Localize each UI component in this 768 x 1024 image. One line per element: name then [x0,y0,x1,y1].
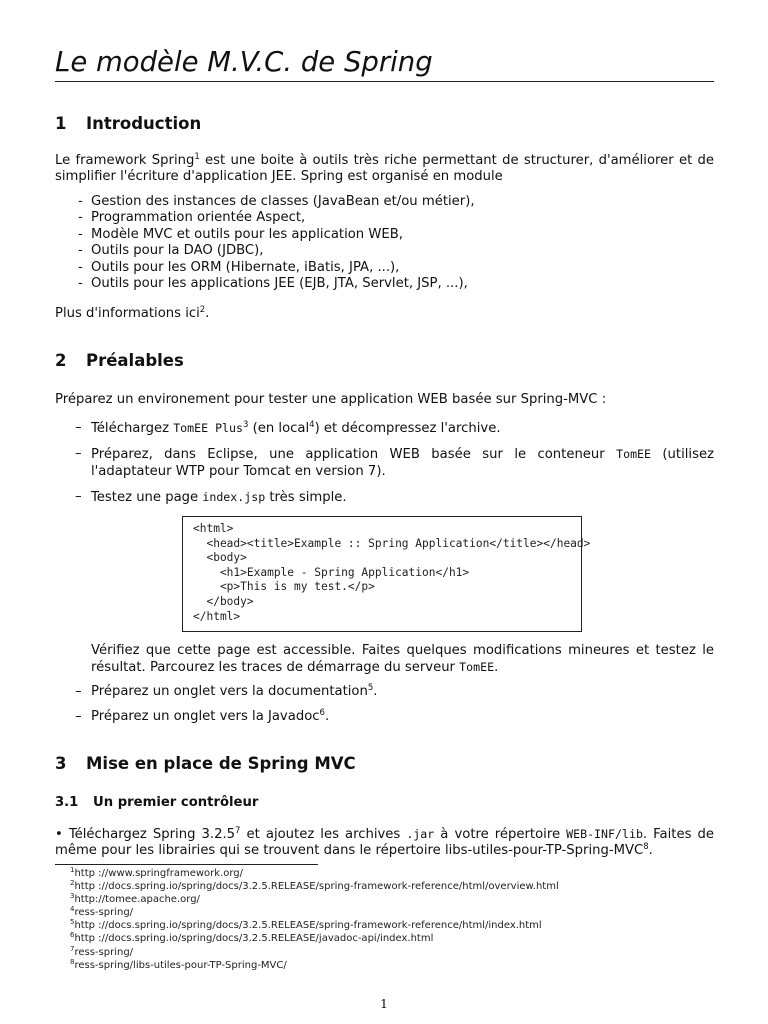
footnote [70,867,559,880]
section-title: Introduction [86,114,202,133]
list-marker: - [78,226,83,242]
spring-download-paragraph [55,826,714,860]
list-marker: – [75,684,82,699]
section-title: Mise en place de Spring MVC [86,754,356,773]
item-text: . [373,684,378,699]
footnote [70,932,559,945]
inline-code: TomEE [459,660,495,675]
list-marker: - [78,243,83,259]
document-title: Le modèle M.V.C. de Spring [55,46,433,78]
footnote-ref: 3 [243,420,249,430]
list-item-documentation [75,684,714,700]
list-marker: - [78,210,83,226]
item-text: Testez une page [91,490,203,506]
prealables-list-top [75,420,714,507]
code-line: <h1>Example - Spring Application</h1> [193,565,470,579]
more-info-end: . [205,306,210,321]
list-item-text: Modèle MVC et outils pour les application WEB, [91,226,403,242]
code-lines [193,522,591,624]
subsection-number: 3.1 [55,795,79,810]
list-marker: - [78,259,83,275]
inline-code: .jar [406,827,435,841]
paragraph-text: . [648,843,653,859]
list-marker: - [78,194,83,209]
section-title: Préalables [86,351,184,370]
footnote-ref: 4 [309,420,315,430]
inline-code: index.jsp [202,490,266,505]
list-item [78,194,475,210]
footnote-link: http://tomee.apache.org/ [74,894,200,906]
footnote-link: http ://docs.spring.io/spring/docs/3.2.5.RELEASE/spring-framework-reference/html/overview.html [74,881,559,893]
list-item-javadoc [75,709,714,725]
list-item-test-page [75,489,714,506]
list-marker: – [75,446,82,462]
section-heading-spring-mvc [55,754,356,774]
inline-code: WEB-INF/lib [566,827,643,841]
footnote [70,906,559,919]
list-item-text: Programmation orientée Aspect, [91,210,306,226]
footnote-number: 2 [70,879,75,888]
footnote-ref: 8 [643,842,649,853]
footnote-number: 3 [70,892,75,901]
list-marker: – [75,709,82,725]
section-number: 3 [55,754,67,773]
footnote-ref: 2 [199,305,206,315]
paragraph-text: Téléchargez Spring 3.2.5 [62,827,236,842]
page-number: 1 [380,996,388,1011]
footnote-ref: 5 [367,683,374,693]
item-text: (utilisez l'adaptateur WTP pour Tomcat en version 7). [91,447,714,479]
footnote [70,919,559,932]
list-marker: – [75,489,82,505]
prealables-intro: Préparez un environement pour tester une application WEB basée sur Spring-MVC : [55,392,607,407]
list-item [78,260,475,276]
footnote-number: 6 [70,931,75,940]
footnote-number: 7 [70,944,75,953]
section-heading-introduction [55,114,201,134]
inline-code: TomEE [616,447,652,462]
code-line: <p>This is my test.</p> [193,580,375,594]
list-item [78,243,475,259]
code-line: </html> [193,609,241,623]
footnote [70,946,559,959]
code-line: </body> [193,594,254,608]
item-text: ) et décompressez l'archive. [314,421,501,436]
list-marker: - [78,276,83,292]
spring-modules-list [78,194,475,292]
footnote-rule [55,864,318,865]
inline-code: TomEE Plus [173,421,243,435]
list-item-download-tomee [75,420,714,437]
item-text: très simple. [265,490,347,506]
list-item-text: Outils pour les ORM (Hibernate, iBatis, JPA, ...), [91,259,400,275]
bullet-marker: • [55,827,63,842]
footnotes [70,867,559,972]
title-rule [55,81,714,82]
list-marker: – [75,420,82,435]
section-number: 2 [55,351,67,370]
footnote-number: 1 [70,866,75,874]
footnote-link: http ://docs.spring.io/spring/docs/3.2.5.RELEASE/javadoc-api/index.html [74,933,434,945]
code-line: <body> [193,551,247,565]
item-text: Téléchargez [91,421,174,436]
footnote-link: ress-spring/ [74,946,134,958]
verify-end: . [494,660,499,676]
list-item [78,276,475,292]
verify-paragraph [91,643,714,677]
paragraph-text: . Faites de même pour les librairies qui se trouvent dans le répertoire libs-utiles-pour-TP-Spring-MVC [55,827,714,859]
footnote [70,959,559,972]
section-heading-prealables [55,351,184,371]
subsection-title: Un premier contrôleur [93,795,259,810]
verify-text: Vérifiez que cette page est accessible. Faites quelques modifications mineures et testez le résultat. Parcourez les traces de démarrage du serveur [91,643,714,676]
list-item [78,227,475,243]
footnote-link: ress-spring/ [74,907,134,919]
more-info-paragraph [55,306,714,322]
prealables-list-bottom [75,684,714,726]
code-block [182,516,591,632]
section-number: 1 [55,114,67,133]
footnote-link: ress-spring/libs-utiles-pour-TP-Spring-MVC/ [74,959,287,971]
item-text: Préparez un onglet vers la documentation [91,684,368,699]
paragraph-text: à votre répertoire [434,827,567,842]
item-text: (en local [248,421,310,436]
footnote-number: 4 [70,905,75,914]
item-text: Préparez un onglet vers la Javadoc [91,709,320,725]
intro-paragraph [55,153,714,186]
list-item-text: Gestion des instances de classes (JavaBean et/ou métier), [91,194,475,209]
footnote-ref: 7 [235,826,241,836]
footnote-ref: 1 [194,152,200,162]
footnote-link: http ://docs.spring.io/spring/docs/3.2.5.RELEASE/spring-framework-reference/html/index.html [74,920,542,932]
list-item [78,210,475,226]
list-item-text: Outils pour les applications JEE (EJB, JTA, Servlet, JSP, ...), [91,276,468,292]
more-info-text: Plus d'informations ici [55,306,200,321]
code-line: <head><title>Example :: Spring Application</title></head> [193,536,591,550]
list-item-eclipse-app [75,446,714,480]
intro-text: Le framework Spring [55,153,195,168]
footnote-link: http ://www.springframework.org/ [74,868,244,879]
footnote-number: 8 [70,957,75,966]
subsection-heading [55,795,258,811]
paragraph-text: et ajoutez les archives [240,827,407,842]
footnote-number: 5 [70,918,75,927]
footnote [70,893,559,906]
item-text: . [324,709,330,725]
list-item-text: Outils pour la DAO (JDBC), [91,243,264,259]
intro-text-cont: est une boite à outils très riche permettant de structurer, d'améliorer et de simplifier l'écriture d'application JEE. Spring est organisé en module [55,153,714,185]
footnote [70,880,559,893]
item-text: Préparez, dans Eclipse, une application WEB basée sur le conteneur [91,447,617,463]
code-line: <html> [193,522,234,535]
footnote-ref: 6 [319,708,325,719]
